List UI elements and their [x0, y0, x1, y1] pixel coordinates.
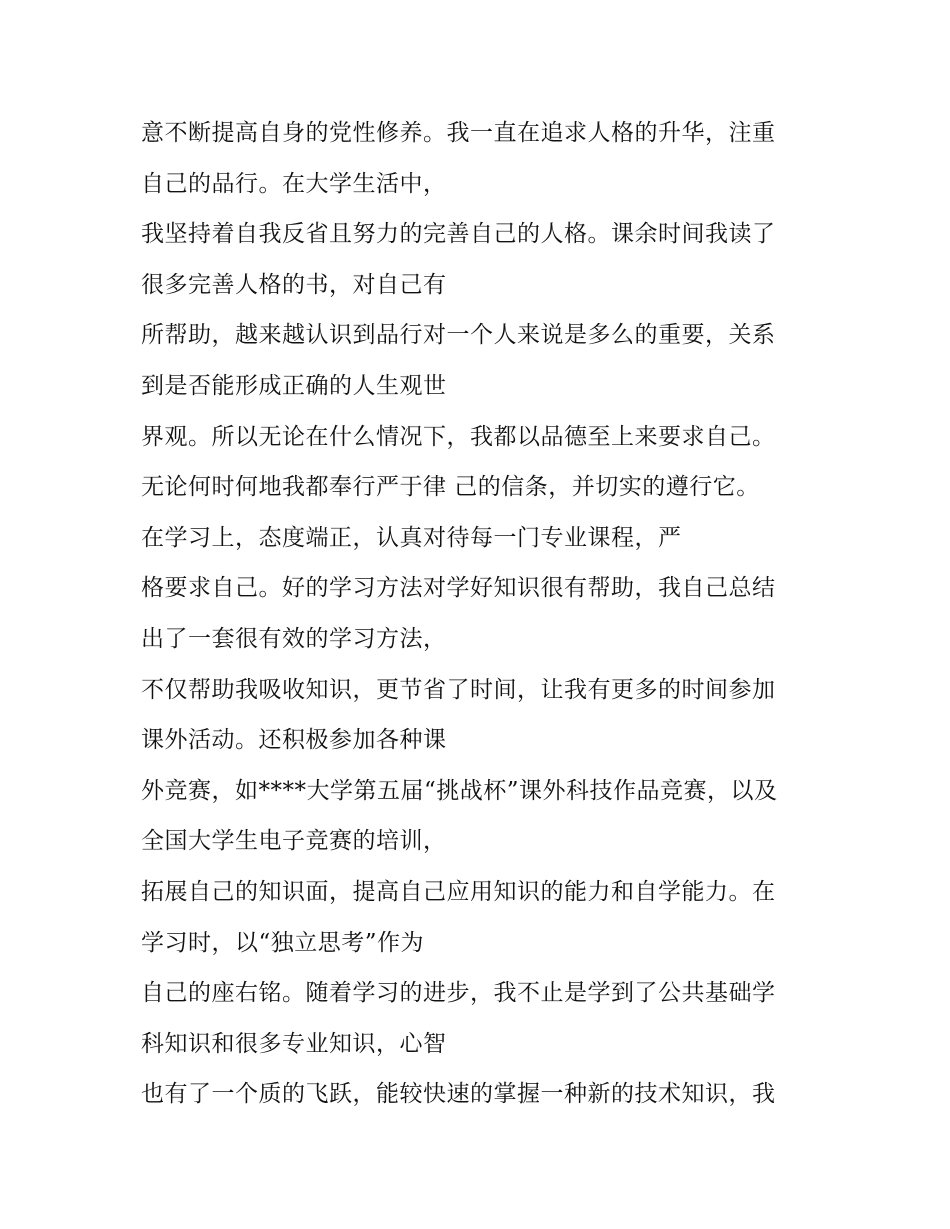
- text-line: 出了一套很有效的学习方法，: [141, 625, 447, 652]
- text-line: 外竞赛，如****大学第五届“挑战杯”课外科技作品竞赛，以及: [141, 777, 778, 804]
- text-line: 不仅帮助我吸收知识，更节省了时间，让我有更多的时间参加: [141, 676, 776, 703]
- body-text: [141, 108, 821, 1120]
- text-line: 课外活动。还积极参加各种课: [141, 727, 447, 754]
- text-line: 很多完善人格的书，对自己有: [141, 271, 447, 298]
- text-line: 我坚持着自我反省且努力的完善自己的人格。课余时间我读了: [141, 221, 776, 248]
- text-line: 格要求自己。好的学习方法对学好知识很有帮助，我自己总结: [141, 575, 776, 602]
- text-line: 学习时，以“独立思考”作为: [141, 929, 425, 956]
- text-line: 意不断提高自身的党性修养。我一直在追求人格的升华，注重: [141, 120, 776, 146]
- text-line: 自己的品行。在大学生活中，: [141, 170, 447, 197]
- text-line: 到是否能形成正确的人生观世: [141, 372, 447, 399]
- text-line: 在学习上，态度端正，认真对待每一门专业课程，严: [141, 524, 682, 551]
- text-line: 界观。所以无论在什么情况下，我都以品德至上来要求自己。: [141, 423, 776, 450]
- text-line: 无论何时何地我都奉行严于律 己的信条，并切实的遵行它。: [141, 474, 760, 501]
- text-line: 全国大学生电子竞赛的培训，: [141, 828, 447, 855]
- text-line: 自己的座右铭。随着学习的进步，我不止是学到了公共基础学: [141, 980, 776, 1007]
- text-line: 科知识和很多专业知识，心智: [141, 1030, 447, 1057]
- text-line: 拓展自己的知识面，提高自己应用知识的能力和自学能力。在: [141, 878, 776, 905]
- text-line: 也有了一个质的飞跃，能较快速的掌握一种新的技术知识，我: [141, 1081, 776, 1108]
- text-line: 所帮助，越来越认识到品行对一个人来说是多么的重要，关系: [141, 322, 776, 349]
